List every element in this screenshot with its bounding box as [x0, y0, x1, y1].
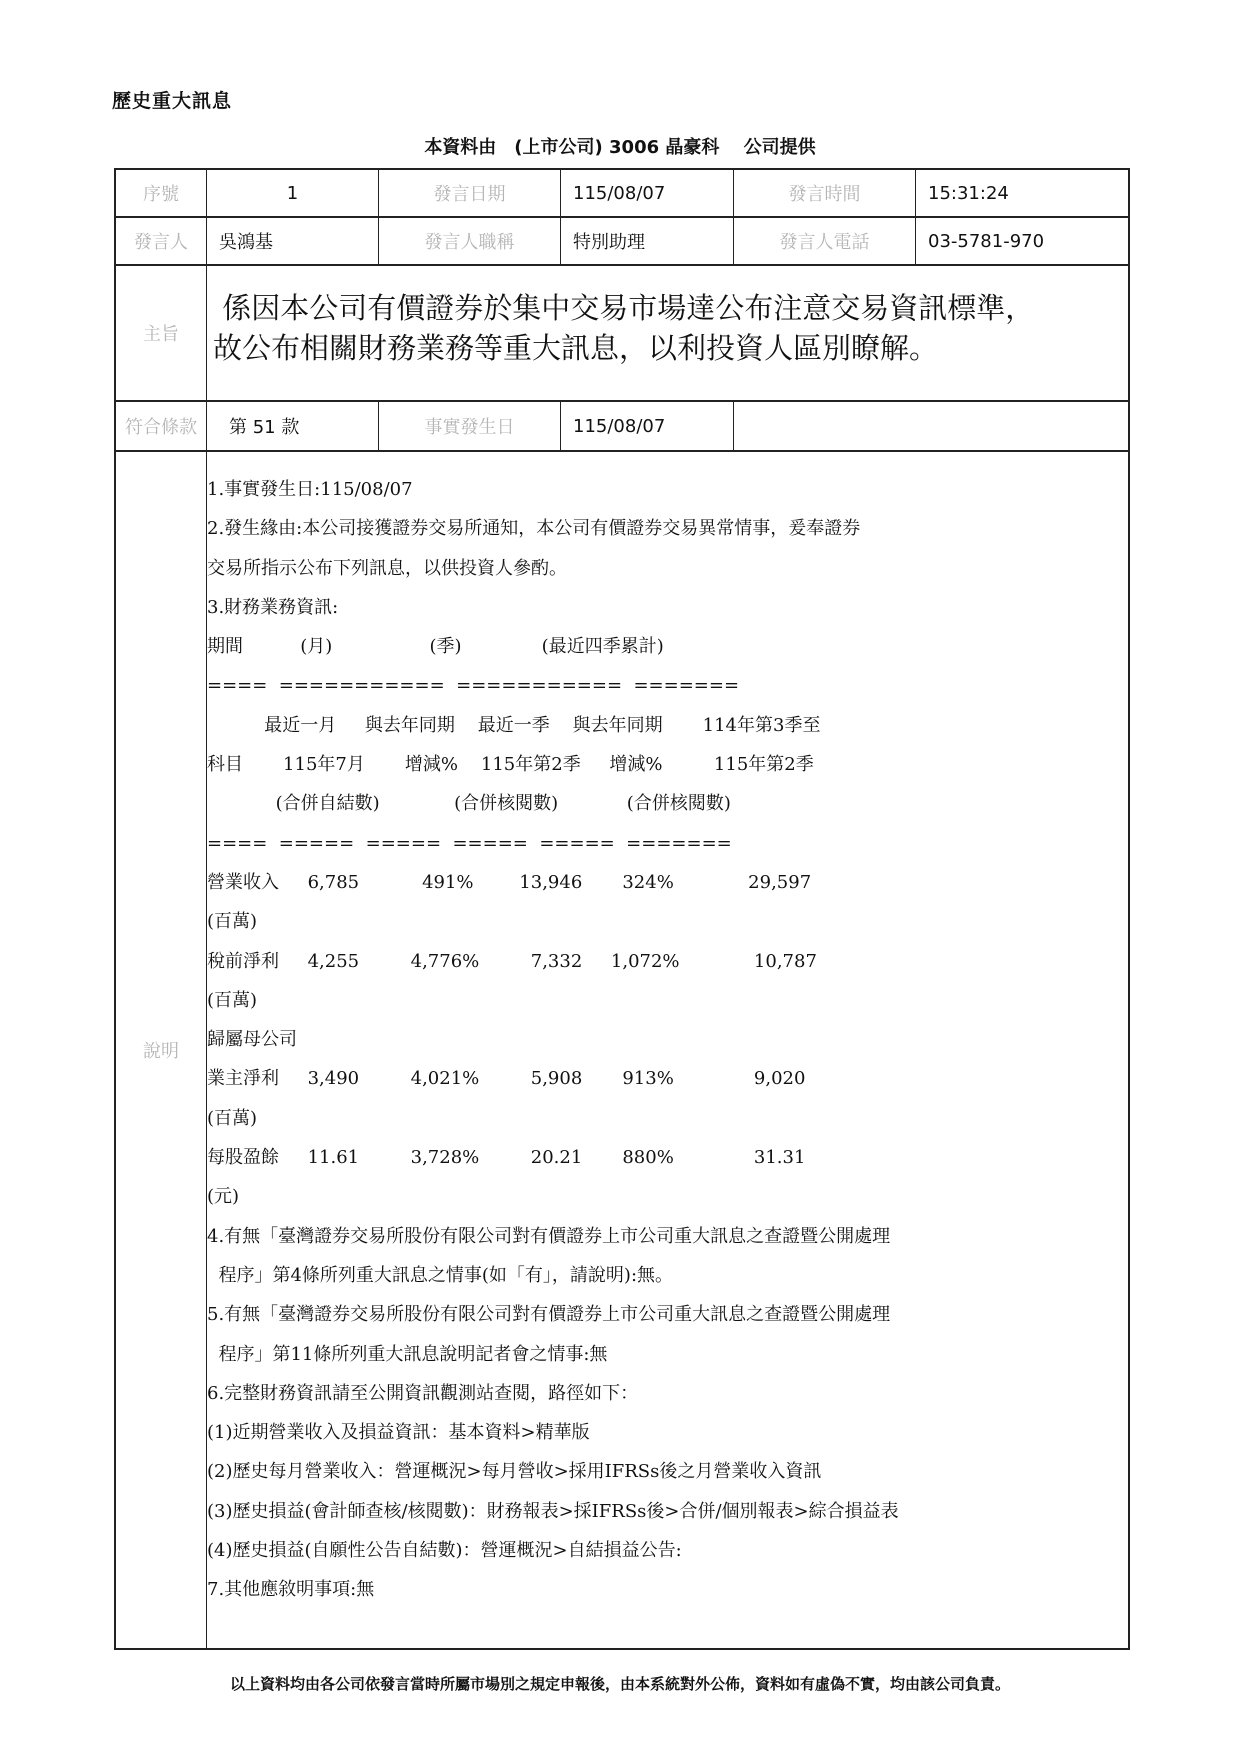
phone-label: 發言人電話	[734, 218, 916, 264]
time-value: 15:31:24	[928, 182, 1009, 204]
subject-line-2: 故公布相關財務業務等重大訊息，以利投資人區別瞭解。	[213, 331, 939, 365]
description-line: 歸屬母公司	[207, 1029, 297, 1051]
clause-value: 第 51 款	[207, 402, 379, 450]
clause-label: 符合條款	[116, 402, 207, 450]
description-line: (3)歷史損益(會計師查核/核閱數)：財務報表>採IFRSs後>合併/個別報表>綜合損益表	[207, 1500, 899, 1522]
date-value: 115/08/07	[561, 170, 734, 216]
description-line: 6.完整財務資訊請至公開資訊觀測站查閱，路徑如下：	[207, 1382, 639, 1404]
clause-empty	[734, 402, 1128, 450]
seq-label: 序號	[116, 170, 207, 216]
description-line: (2)歷史每月營業收入：營運概況>每月營收>採用IFRSs後之月營業收入資訊	[207, 1461, 822, 1483]
header-row-1	[116, 170, 1128, 218]
description-line: (元)	[207, 1186, 240, 1208]
clause-row	[116, 402, 1128, 452]
phone-value: 03-5781-970	[928, 230, 1045, 252]
subject-line-1: 係因本公司有價證券於集中交易市場達公布注意交易資訊標準，	[213, 291, 1035, 325]
date-label: 發言日期	[379, 170, 561, 216]
provider-line: 本資料由 (上市公司) 3006 晶豪科 公司提供	[424, 137, 816, 158]
description-line: 1.事實發生日:115/08/07	[207, 479, 413, 500]
occur-date-value: 115/08/07	[561, 402, 734, 450]
description-label: 說明	[116, 452, 207, 1648]
description-line: 營業收入 6,785 491% 13,946 324% 29,597	[207, 871, 812, 893]
subject-label: 主旨	[116, 266, 207, 400]
speaker-title-label: 發言人職稱	[379, 218, 561, 264]
description-line: (1)近期營業收入及損益資訊：基本資料>精華版	[207, 1422, 590, 1444]
speaker-label: 發言人	[116, 218, 207, 264]
subject-row	[116, 266, 1128, 402]
description-line: 業主淨利 3,490 4,021% 5,908 913% 9,020	[207, 1068, 806, 1090]
description-line: 3.財務業務資訊:	[207, 596, 339, 618]
description-line: 最近一月 與去年同期 最近一季 與去年同期 114年第3季至	[207, 714, 821, 736]
speaker-value: 吳鴻基	[207, 218, 379, 264]
description-line: 7.其他應敘明事項:無	[207, 1579, 375, 1601]
subject-content	[207, 266, 1128, 400]
description-line: (百萬)	[207, 989, 258, 1011]
description-line: 程序」第4條所列重大訊息之情事(如「有」，請說明):無。	[207, 1264, 674, 1286]
description-line: 5.有無「臺灣證券交易所股份有限公司對有價證券上市公司重大訊息之查證暨公開處理	[207, 1304, 891, 1326]
header-row-2	[116, 218, 1128, 266]
page-heading: 歷史重大訊息	[112, 90, 233, 112]
speaker-title-value: 特別助理	[561, 218, 734, 264]
description-line: 科目 115年7月 增減% 115年第2季 增減% 115年第2季	[207, 754, 814, 776]
description-line: (百萬)	[207, 1107, 258, 1129]
description-line: 程序」第11條所列重大訊息說明記者會之情事:無	[207, 1343, 608, 1365]
description-line: (百萬)	[207, 911, 258, 933]
description-line: 交易所指示公布下列訊息，以供投資人參酌。	[207, 557, 567, 579]
description-line: 每股盈餘 11.61 3,728% 20.21 880% 31.31	[207, 1147, 806, 1169]
description-line: 4.有無「臺灣證券交易所股份有限公司對有價證券上市公司重大訊息之查證暨公開處理	[207, 1225, 891, 1247]
time-label: 發言時間	[734, 170, 916, 216]
description-body	[207, 452, 1128, 1648]
disclaimer-footer: 以上資料均由各公司依發言當時所屬市場別之規定申報後，由本系統對外公佈，資料如有虛偽不實，均由該公司負責。	[229, 1675, 1010, 1693]
description-line: (4)歷史損益(自願性公告自結數)：營運概況>自結損益公告:	[207, 1540, 682, 1562]
description-line: 2.發生緣由:本公司接獲證券交易所通知，本公司有價證券交易異常情事，爰奉證券	[207, 518, 861, 540]
description-line: ==== ===== ===== ===== ===== =======	[207, 832, 732, 854]
description-line: 稅前淨利 4,255 4,776% 7,332 1,072% 10,787	[207, 950, 817, 972]
description-line: (合併自結數) (合併核閱數) (合併核閱數)	[207, 793, 731, 815]
description-line: 期間 (月) (季) (最近四季累計)	[207, 636, 664, 658]
description-line: ==== =========== =========== =======	[207, 675, 740, 697]
description-row	[116, 452, 1128, 1648]
occur-date-label: 事實發生日	[379, 402, 561, 450]
seq-value: 1	[207, 170, 379, 216]
announcement-table	[114, 168, 1130, 1650]
